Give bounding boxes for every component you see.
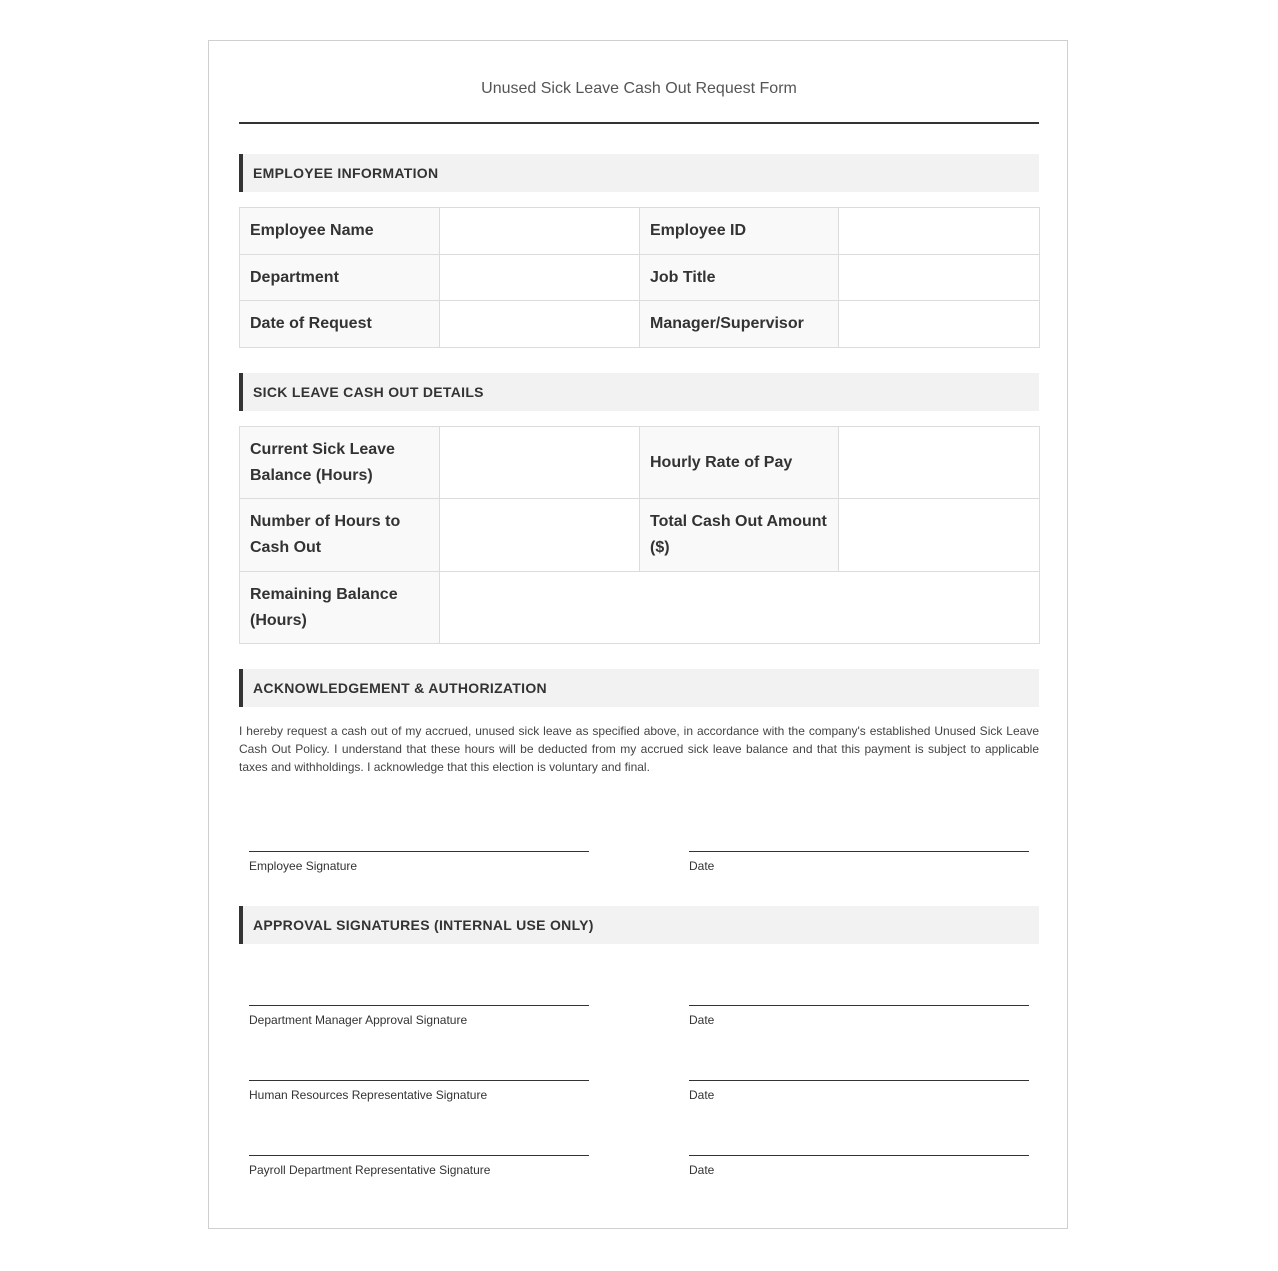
total-amount-label: Total Cash Out Amount ($)	[640, 499, 839, 572]
employee-date-line[interactable]	[689, 851, 1029, 852]
remaining-balance-field[interactable]	[440, 572, 1040, 644]
payroll-rep-signature-label: Payroll Department Representative Signature	[249, 1163, 491, 1177]
employee-info-table	[239, 207, 1040, 348]
hourly-rate-label: Hourly Rate of Pay	[640, 427, 839, 499]
hours-to-cash-out-label: Number of Hours to Cash Out	[240, 499, 440, 572]
table-row	[240, 427, 1040, 499]
employee-date-label: Date	[689, 859, 715, 873]
cash-out-details-table	[239, 426, 1040, 644]
table-row	[240, 208, 1040, 255]
hourly-rate-field[interactable]	[839, 427, 1040, 499]
section-header-acknowledgement: ACKNOWLEDGEMENT & AUTHORIZATION	[239, 669, 1039, 707]
dept-manager-date-line[interactable]	[689, 1005, 1029, 1006]
title-divider	[239, 122, 1039, 124]
employee-id-label: Employee ID	[640, 208, 839, 255]
table-row	[240, 572, 1040, 644]
payroll-rep-date-label: Date	[689, 1163, 715, 1177]
table-row	[240, 255, 1040, 301]
job-title-field[interactable]	[839, 255, 1040, 301]
employee-name-label: Employee Name	[240, 208, 440, 255]
table-row	[240, 301, 1040, 348]
dept-manager-signature-label: Department Manager Approval Signature	[249, 1013, 468, 1027]
current-balance-label: Current Sick Leave Balance (Hours)	[240, 427, 440, 499]
current-balance-field[interactable]	[440, 427, 640, 499]
section-header-cash-out-details: SICK LEAVE CASH OUT DETAILS	[239, 373, 1039, 411]
hours-to-cash-out-field[interactable]	[440, 499, 640, 572]
form-title: Unused Sick Leave Cash Out Request Form	[481, 80, 797, 97]
remaining-balance-label: Remaining Balance (Hours)	[240, 572, 440, 644]
date-of-request-field[interactable]	[440, 301, 640, 348]
section-header-employee-info: EMPLOYEE INFORMATION	[239, 154, 1039, 192]
payroll-rep-date-line[interactable]	[689, 1155, 1029, 1156]
manager-supervisor-field[interactable]	[839, 301, 1040, 348]
hr-rep-signature-label: Human Resources Representative Signature	[249, 1088, 488, 1102]
date-of-request-label: Date of Request	[240, 301, 440, 348]
employee-signature-line[interactable]	[249, 851, 589, 852]
total-amount-field[interactable]	[839, 499, 1040, 572]
form-page	[208, 40, 1068, 1229]
department-label: Department	[240, 255, 440, 301]
employee-signature-label: Employee Signature	[249, 859, 358, 873]
employee-id-field[interactable]	[839, 208, 1040, 255]
manager-supervisor-label: Manager/Supervisor	[640, 301, 839, 348]
payroll-rep-signature-line[interactable]	[249, 1155, 589, 1156]
hr-rep-date-label: Date	[689, 1088, 715, 1102]
job-title-label: Job Title	[640, 255, 839, 301]
section-header-approval: APPROVAL SIGNATURES (INTERNAL USE ONLY)	[239, 906, 1039, 944]
dept-manager-signature-line[interactable]	[249, 1005, 589, 1006]
acknowledgement-text: I hereby request a cash out of my accrued, unused sick leave as specified above, in accordance with the company's established Unused Sick Leave Cash Out Policy. I understand that these hours will be deducted from my accrued sick leave balance and that this payment is subject to applicable taxes and withholdings. I acknowledge that this election is voluntary and final.	[239, 724, 1039, 774]
department-field[interactable]	[440, 255, 640, 301]
hr-rep-signature-line[interactable]	[249, 1080, 589, 1081]
table-row	[240, 499, 1040, 572]
dept-manager-date-label: Date	[689, 1013, 715, 1027]
employee-name-field[interactable]	[440, 208, 640, 255]
hr-rep-date-line[interactable]	[689, 1080, 1029, 1081]
